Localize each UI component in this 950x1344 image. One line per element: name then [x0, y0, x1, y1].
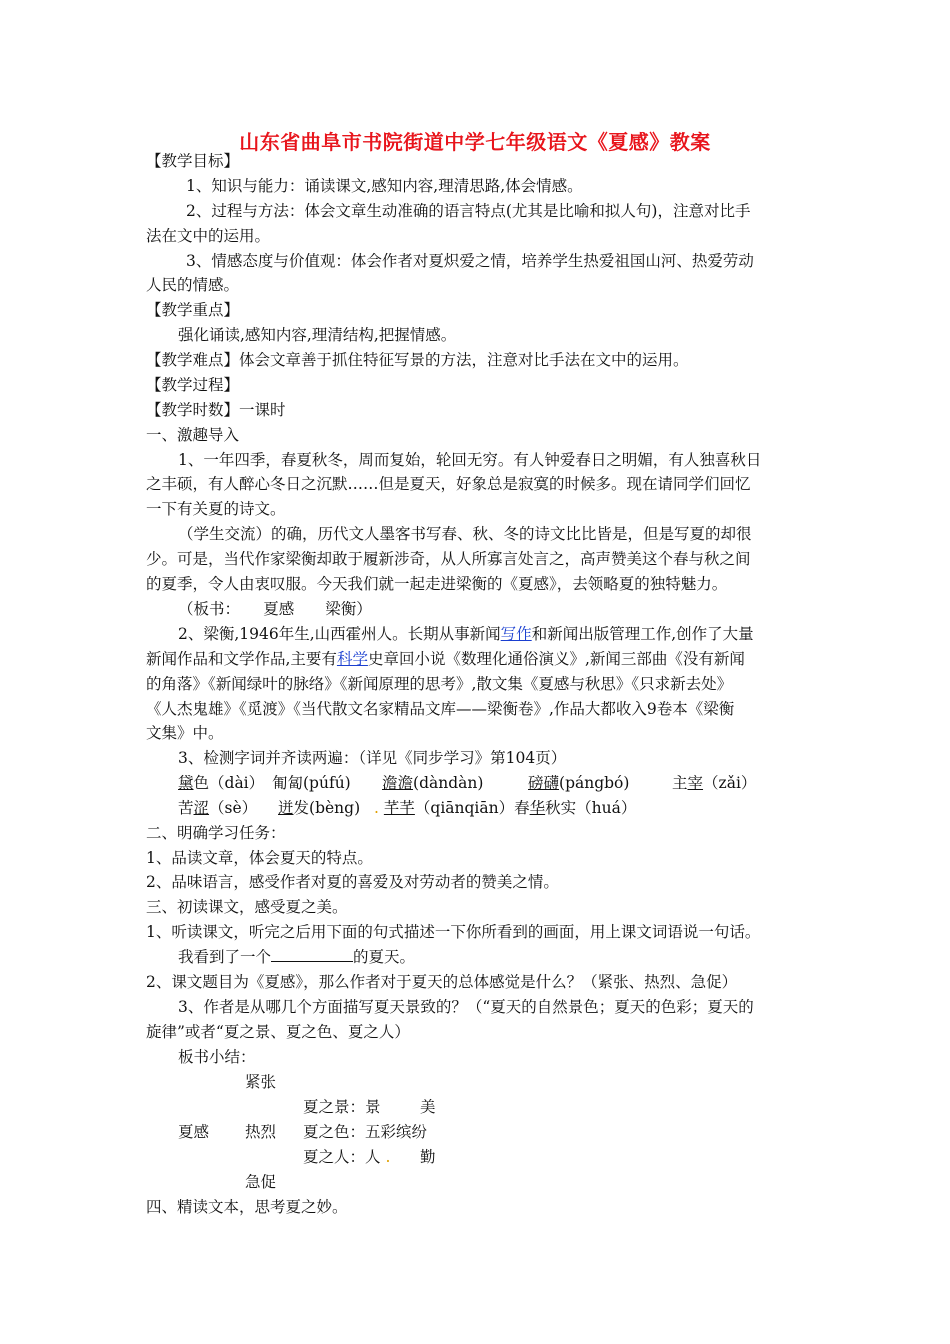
author-para-line-4: 《人杰鬼雄》《觅渡》《当代散文名家精品文库——梁衡卷》,作品大都收入9卷本《梁衡	[146, 700, 735, 718]
vocab-word	[178, 798, 257, 818]
author-text: 和新闻出版管理工作,创作了大量	[531, 625, 754, 643]
vocab-word	[382, 773, 483, 793]
section-3-heading: 三、初读课文，感受夏之美。	[146, 898, 348, 916]
section-4-heading: 四、精读文本，思考夏之妙。	[146, 1198, 348, 1216]
author-para-line-5: 文集》中。	[146, 724, 224, 742]
board-people	[303, 1147, 390, 1167]
vocab-word	[374, 798, 636, 818]
writing-link[interactable]: 写作	[500, 625, 532, 643]
dot-mark: .	[374, 799, 379, 817]
board-hot: 热烈	[245, 1123, 277, 1141]
reading-task-3-line-2: 旋律”或者“夏之景、夏之色、夏之人）	[146, 1023, 410, 1041]
pattern-text: 我看到了一个	[178, 948, 272, 966]
science-link[interactable]: 科学	[336, 650, 368, 668]
section-2-heading: 二、明确学习任务：	[146, 824, 286, 842]
vocab-word	[672, 773, 756, 793]
heading-goals: 【教学目标】	[146, 152, 240, 170]
author-text: 新闻作品和文学作品,主要有	[146, 650, 337, 668]
intro-para-line-3: 一下有关夏的诗文。	[146, 500, 286, 518]
reading-task-3-line-1: 3、作者是从哪几个方面描写夏天景致的？（“夏天的自然景色；夏天的色彩；夏天的	[178, 998, 754, 1016]
heading-key-points: 【教学重点】	[146, 301, 240, 319]
vocab-char: 涩	[193, 799, 210, 817]
vocab-char: 华	[529, 799, 546, 817]
vocab-reading: (dàndàn)	[413, 774, 484, 792]
fill-in-blank	[271, 947, 353, 962]
vocab-word	[278, 798, 360, 818]
board-note: （板书： 夏感 梁衡）	[178, 600, 372, 618]
board-color: 夏之色：五彩缤纷	[303, 1123, 428, 1141]
pattern-text: 的夏天。	[353, 948, 416, 966]
exchange-para-line-2: 少。可是，当代作家梁衡却敢于履新涉奇，从人所寡言处言之，高声赞美这个春与秋之间	[146, 550, 751, 568]
board-beauty: 美	[420, 1098, 436, 1116]
reading-task-1: 1、听读课文，听完之后用下面的句式描述一下你所看到的画面，用上课文词语说一句话。	[146, 923, 761, 941]
reading-task-2: 2、课文题目为《夏感》，那么作者对于夏天的总体感觉是什么？（紧张、热烈、急促）	[146, 973, 738, 991]
teaching-hours: 【教学时数】一课时	[146, 401, 286, 419]
board-tense: 紧张	[245, 1073, 277, 1091]
vocab-word	[178, 773, 264, 793]
vocab-reading: （qiānqiān）春	[414, 799, 530, 817]
author-para-line-1	[178, 624, 754, 644]
vocab-char: 苦	[178, 799, 194, 817]
intro-para-line-1: 1、一年四季，春夏秋冬，周而复始，轮回无穷。有人钟爱春日之明媚，有人独喜秋日	[178, 451, 762, 469]
vocab-char: 芊芊	[383, 799, 415, 817]
task-2: 2、品味语言，感受作者对夏的喜爱及对劳动者的赞美之情。	[146, 873, 559, 891]
heading-process: 【教学过程】	[146, 376, 240, 394]
exchange-para-line-3: 的夏季，令人由衷叹服。今天我们就一起走进梁衡的《夏感》，去领略夏的独特魅力。	[146, 575, 728, 593]
vocab-word: 匍匐(púfú)	[272, 774, 351, 792]
author-text: 史章回小说《数理化通俗演义》,新闻三部曲《没有新闻	[367, 650, 745, 668]
vocab-char: 澹澹	[382, 774, 414, 792]
author-para-line-3: 的角落》《新闻绿叶的脉络》《新闻原理的思考》,散文集《夏感与秋思》《只求新去处》	[146, 675, 733, 693]
board-people-text: 夏之人：人	[303, 1148, 381, 1166]
intro-para-line-2: 之丰硕，有人醉心冬日之沉默……但是夏天，好象总是寂寞的时候多。现在请同学们回忆	[146, 475, 751, 493]
goal-3-line-2: 人民的情感。	[146, 276, 240, 294]
vocab-char: 黛	[178, 774, 194, 792]
vocab-reading: （sè）	[209, 799, 258, 817]
vocab-word	[528, 773, 629, 793]
board-title: 夏感	[178, 1123, 210, 1141]
goal-3-line-1: 3、情感态度与价值观：体会作者对夏炽爱之情，培养学生热爱祖国山河、热爱劳动	[186, 252, 754, 270]
vocab-char: 磅礴	[528, 774, 560, 792]
vocab-reading: 秋实（huá）	[545, 799, 637, 817]
vocab-reading: (pángbó)	[559, 774, 630, 792]
sentence-pattern	[178, 947, 415, 967]
goal-2-line-1: 2、过程与方法：体会文章生动准确的语言特点(尤其是比喻和拟人句)，注意对比手	[186, 202, 751, 220]
exchange-para-line-1: （学生交流）的确，历代文人墨客书写春、秋、冬的诗文比比皆是，但是写夏的却很	[178, 525, 752, 543]
board-summary-heading: 板书小结：	[178, 1048, 256, 1066]
vocab-char: 宰	[687, 774, 704, 792]
task-1: 1、品读文章，体会夏天的特点。	[146, 849, 373, 867]
vocab-reading: 色（dài）	[193, 774, 265, 792]
goal-1: 1、知识与能力：诵读课文,感知内容,理清思路,体会情感。	[186, 177, 583, 195]
vocab-char: 主	[672, 774, 688, 792]
board-diligent: 勤	[420, 1148, 436, 1166]
board-urgent: 急促	[245, 1173, 277, 1191]
vocab-reading: 发(bèng)	[293, 799, 361, 817]
vocab-reading: （zǎi）	[703, 774, 757, 792]
vocab-intro: 3、检测字词并齐读两遍：（详见《同步学习》第104页）	[178, 749, 567, 767]
goal-2-line-2: 法在文中的运用。	[146, 227, 271, 245]
difficulty: 【教学难点】体会文章善于抓住特征写景的方法，注意对比手法在文中的运用。	[146, 351, 689, 369]
author-text: 2、梁衡,1946年生,山西霍州人。长期从事新闻	[178, 625, 501, 643]
dot-mark: .	[385, 1148, 391, 1166]
key-points: 强化诵读,感知内容,理清结构,把握情感。	[178, 326, 457, 344]
board-scene: 夏之景：景	[303, 1098, 381, 1116]
page-title: 山东省曲阜市书院街道中学七年级语文《夏感》教案	[239, 130, 711, 154]
section-1-heading: 一、激趣导入	[146, 426, 240, 444]
author-para-line-2	[146, 649, 745, 669]
vocab-char: 迸	[278, 799, 294, 817]
